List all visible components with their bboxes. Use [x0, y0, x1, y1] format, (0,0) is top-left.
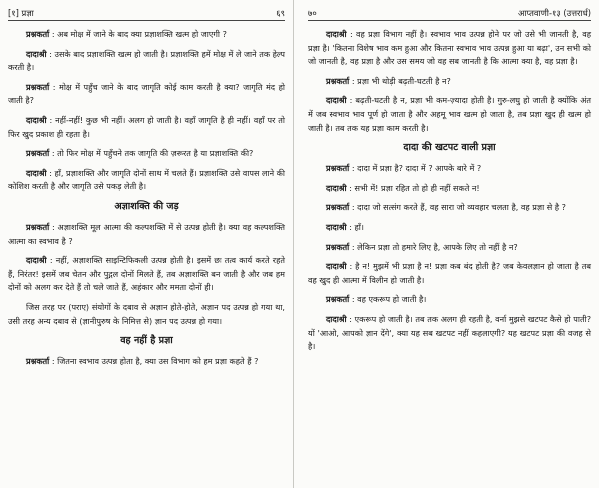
paragraph: [8, 301, 285, 328]
paragraph-text: : लेकिन प्रज्ञा तो हमारे लिए है, आपके लिए तो नहीं है न?: [349, 241, 518, 252]
paragraph-text: : वह प्रज्ञा विभाग नहीं है। स्वभाव भाव उत्पन्न होने पर जो उसे भी जानती है, वह प्रज्ञा है। 'कितना विशेष भाव कम हुआ और कितना स्वभाव भाव उत्पन्न हुआ या बढ़ा', उन सभी को जो जानती है, वह प्रज्ञा है और उस समय जो वह सब जानती है कि आत्मा क्या है, वह प्रज्ञा है।: [308, 29, 591, 67]
section-heading: दादा की खटपट वाली प्रज्ञा: [403, 142, 496, 154]
paragraph-text: : दादा में प्रज्ञा है? दादा में ? आपके बारे में ?: [349, 163, 482, 174]
paragraph: [8, 81, 285, 108]
right-page: [300, 0, 599, 488]
paragraph: [308, 182, 591, 196]
paragraph-text: जिस तरह पर (पराए) संयोगों के दबाव से अज्ञान होते-होते, अज्ञान पद उत्पन्न हो गया था, उसी तरह अन्य दबाव से (ज्ञानीपुरुष के निमित्त से) ज्ञान पद उत्पन्न हो गया।: [8, 301, 285, 326]
paragraph: [308, 260, 591, 287]
paragraph-text: : बढ़ती-घटती है न, प्रज्ञा भी कम-ज़्यादा होती है। गुरु-लघु हो जाती है क्योंकि अंत में जब स्वभाव भाव पूर्ण हो जाता है और अहमू भाव खत्म हो जाता है, तब प्रज्ञा खुद ही खत्म हो जाती है। तब तक यह प्रज्ञा काम करती है।: [308, 95, 591, 133]
paragraph-text: : जितना स्वभाव उत्पन्न होता है, क्या उस विभाग को हम प्रज्ञा कहते हैं ?: [49, 356, 259, 367]
paragraph: [308, 162, 591, 176]
speaker: प्रश्नकर्ता: [326, 75, 350, 86]
paragraph-text: : दादा जो सत्संग करते हैं, वह सारा जो व्यवहार चलता है, वह प्रज्ञा से है ?: [349, 202, 566, 213]
speaker: दादाश्री: [326, 95, 347, 106]
paragraph: [8, 28, 285, 42]
speaker: दादाश्री: [26, 255, 47, 266]
paragraph-text: : मोक्ष में पहुँच जाने के बाद जागृति कोई काम करती है क्या? जागृति मंद हो जाती है?: [8, 81, 285, 106]
speaker: प्रश्नकर्ता: [26, 148, 50, 159]
speaker: दादाश्री: [326, 182, 347, 193]
speaker: प्रश्नकर्ता: [326, 294, 350, 305]
page-header: [8, 6, 285, 20]
speaker: दादाश्री: [26, 48, 47, 59]
speaker: दादाश्री: [26, 167, 47, 178]
speaker: प्रश्नकर्ता: [26, 29, 50, 39]
speaker: दादाश्री: [326, 313, 347, 324]
paragraph: [8, 147, 285, 161]
paragraph-text: : हाँ।: [346, 221, 364, 232]
paragraph: [8, 254, 285, 295]
paragraph: [8, 355, 285, 369]
speaker: दादाश्री: [26, 114, 47, 125]
paragraph: [8, 114, 285, 141]
paragraph: [308, 221, 591, 235]
paragraph: [8, 221, 285, 248]
paragraph: [308, 94, 591, 135]
paragraph-text: : सभी में! प्रज्ञा रहित तो हो ही नहीं सकते न!: [346, 182, 480, 193]
page-number: ७०: [308, 8, 317, 18]
paragraph-text: : तो फिर मोक्ष में पहुँचने तक जागृति की ज़रूरत है या प्रज्ञाशक्ति की?: [49, 148, 254, 159]
paragraph: [308, 241, 591, 255]
speaker: प्रश्नकर्ता: [326, 163, 350, 174]
book-title: आप्तवाणी-१३ (उत्तरार्ध): [517, 8, 591, 18]
paragraph-text: : एकरूप हो जाती है। तब तक अलग ही रहती है, वर्ना मुझसे खटपट कैसे हो पाती? यों 'आओ, आपको ज्ञान देंगे', क्या यह सब खटपट नहीं कहलाएगी? यह खटपट प्रज्ञा की वजह से है।: [308, 313, 591, 352]
paragraph-text: : अब मोक्ष में जाने के बाद क्या प्रज्ञाशक्ति खत्म हो जाएगी ?: [49, 29, 227, 39]
speaker: प्रश्नकर्ता: [26, 356, 50, 367]
left-page: [0, 0, 294, 488]
paragraph-text: : नहीं, अज्ञाशक्ति साइन्टिफिकली उत्पन्न होती है। इसमें छः तत्व कार्य करते रहते हैं, निरंतर! इसमें जब चेतन और पुद्गल दोनों मिलते हैं, तब अज्ञाशक्ति बन जाती है और जब हम दोनों को अलग कर देते हैं तो चले जाते हैं, अहंकार और ममता दोनों ही।: [8, 255, 285, 293]
speaker: दादाश्री: [326, 261, 347, 272]
paragraph-text: : है न! मुझमें भी प्रज्ञा है न! प्रज्ञा कब बंद होती है? जब केवलज्ञान हो जाता है तब वह खुद ही आत्मा में विलीन हो जाती है।: [308, 261, 591, 285]
paragraph-text: : हाँ, प्रज्ञाशक्ति और जागृति दोनों साथ में चलते हैं। प्रज्ञाशक्ति उसे वापस लाने की कोशिश करती है और जागृति उसे पकड़ लेती है।: [8, 167, 285, 192]
section-heading: अज्ञाशक्ति की जड़: [114, 200, 179, 212]
paragraph: [308, 313, 591, 354]
speaker: प्रश्नकर्ता: [326, 202, 350, 213]
paragraph-text: : प्रज्ञा भी थोड़ी बढ़ती-घटती है न?: [349, 75, 451, 86]
speaker: प्रश्नकर्ता: [26, 221, 50, 232]
speaker: प्रश्नकर्ता: [326, 241, 350, 252]
paragraph: [308, 28, 591, 69]
paragraph: [308, 293, 591, 307]
page-header: [308, 6, 591, 20]
page-number: ६९: [276, 8, 285, 18]
paragraph: [308, 201, 591, 215]
paragraph-text: : उसके बाद प्रज्ञाशक्ति खत्म हो जाती है। प्रज्ञाशक्ति हमें मोक्ष में ले जाने तक हेल्प करती है।: [8, 48, 285, 73]
section-heading: वह नहीं है प्रज्ञा: [120, 335, 173, 347]
paragraph: [8, 48, 285, 75]
header-rule: [8, 20, 285, 21]
paragraph: [308, 75, 591, 89]
chapter-label: [१] प्रज्ञा: [8, 8, 34, 18]
paragraph: [8, 167, 285, 194]
paragraph-text: : नहीं-नहीं! कुछ भी नहीं। अलग हो जाती है। वहाँ जागृति है ही नहीं। वहाँ पर तो फिर खुद प्रकाश ही रहता है।: [8, 114, 285, 139]
paragraph-text: : वह एकरूप हो जाती है।: [349, 294, 427, 305]
header-rule: [308, 20, 591, 21]
speaker: प्रश्नकर्ता: [26, 81, 50, 92]
speaker: दादाश्री: [326, 221, 347, 232]
paragraph-text: : अज्ञाशक्ति मूल आत्मा की कल्पशक्ति में से उत्पन्न होती है। क्या वह कल्पशक्ति आत्मा का स्वभाव है ?: [8, 221, 285, 246]
speaker: दादाश्री: [326, 29, 347, 39]
